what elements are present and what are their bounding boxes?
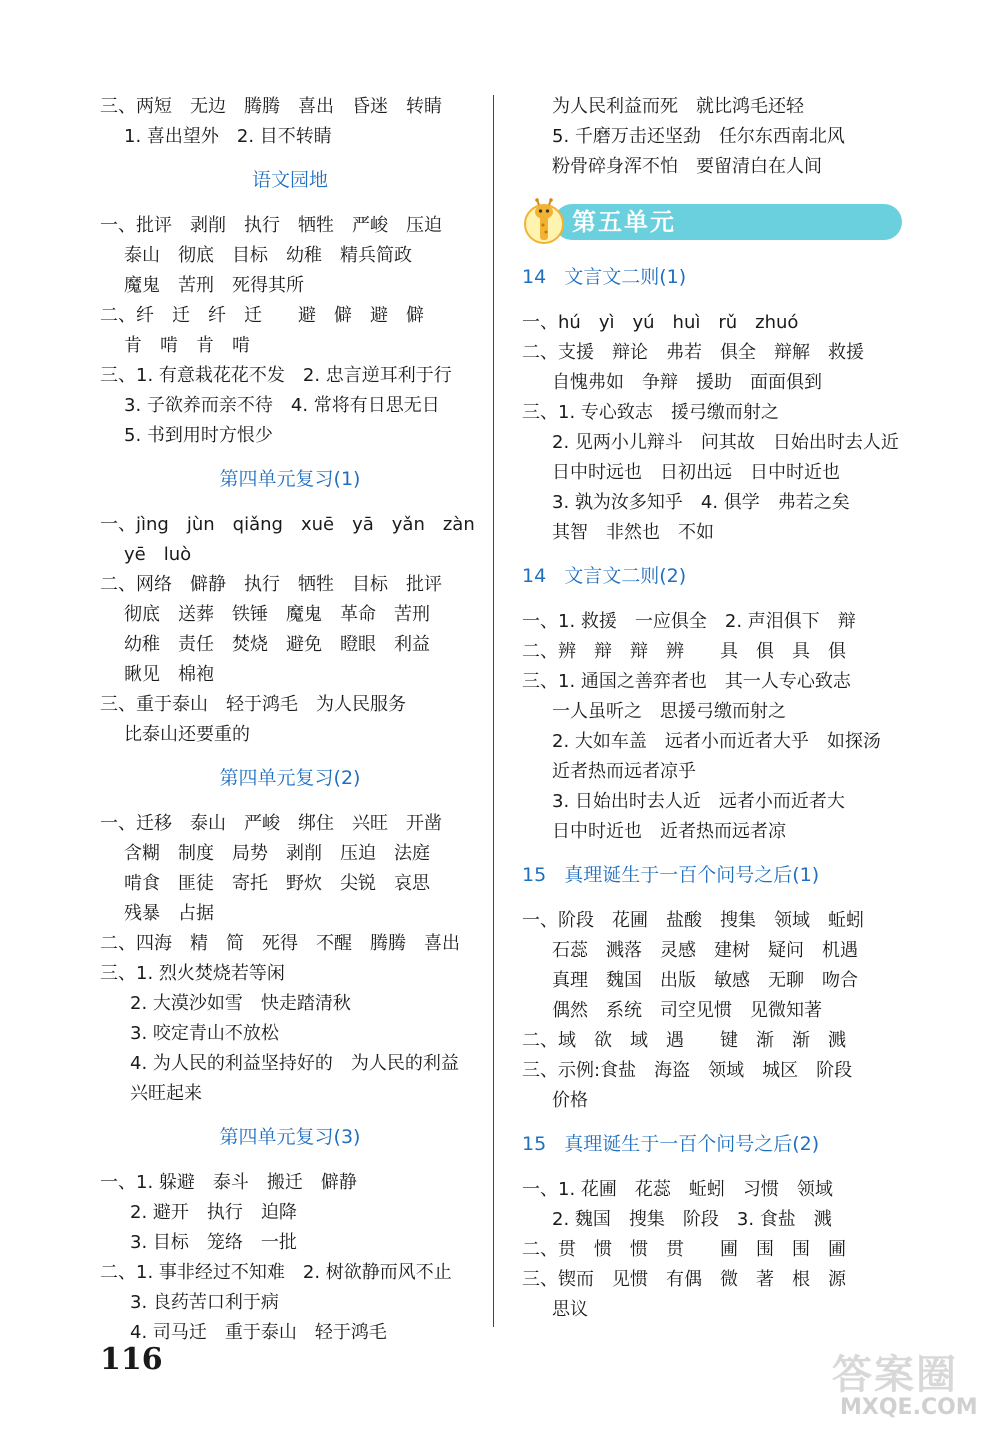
answer-line: 残暴 占据 [124, 903, 214, 924]
lesson-number: 15 [522, 864, 547, 886]
answer-block [522, 308, 922, 548]
answer-line: 三、1. 专心致志 援弓缴而射之 [522, 402, 779, 423]
answer-line: 肯 啃 肯 啃 [124, 335, 250, 356]
answer-block [100, 211, 480, 451]
answer-line: 一、1. 花圃 花蕊 蚯蚓 习惯 领域 [522, 1179, 833, 1200]
answer-line: 三、1. 烈火焚烧若等闲 [100, 963, 285, 984]
lesson-number: 15 [522, 1133, 547, 1155]
section-heading: 语文园地 [251, 169, 328, 191]
answer-line: 一、jìng jùn qiǎng xuē yā yǎn zàn [100, 514, 475, 535]
giraffe-icon [524, 198, 568, 246]
answer-line: 2. 大漠沙如雪 快走踏清秋 [130, 993, 351, 1014]
answer-line: 3. 咬定青山不放松 [130, 1023, 279, 1044]
answer-line: 幼稚 责任 焚烧 避免 瞪眼 利益 [124, 634, 430, 655]
answer-block [522, 607, 922, 847]
answer-line: 泰山 彻底 目标 幼稚 精兵简政 [124, 245, 412, 266]
answer-line: 三、1. 有意栽花花不发 2. 忠言逆耳利于行 [100, 365, 452, 386]
answer-line: 3. 目标 笼络 一批 [130, 1232, 297, 1253]
lesson-title: 文言文二则(2) [564, 565, 687, 587]
section-heading: 第四单元复习(1) [219, 468, 361, 490]
left-column [100, 92, 480, 1348]
section-heading: 第四单元复习(2) [219, 767, 361, 789]
answer-line: 二、1. 事非经过不知难 2. 树欲静而风不止 [100, 1262, 452, 1283]
answer-line: 3. 孰为汝多知乎 4. 俱学 弗若之矣 [552, 492, 850, 513]
answer-line: 偶然 系统 司空见惯 见微知著 [552, 1000, 822, 1021]
answer-line: 日中时远也 日初出远 日中时近也 [552, 462, 840, 483]
answer-line: 5. 书到用时方恨少 [124, 425, 273, 446]
section-heading [522, 260, 922, 294]
lesson-title: 真理诞生于一百个问号之后(2) [564, 1133, 820, 1155]
lesson-number: 14 [522, 565, 547, 587]
unit-banner [524, 198, 922, 246]
answer-line: 4. 司马迁 重于泰山 轻于鸿毛 [130, 1322, 387, 1343]
answer-line: 4. 为人民的利益坚持好的 为人民的利益 [130, 1053, 459, 1074]
answer-line: 二、辨 辩 辩 辨 具 俱 具 俱 [522, 641, 846, 662]
answer-line: 一、阶段 花圃 盐酸 搜集 领域 蚯蚓 [522, 910, 864, 931]
answer-line: 日中时近也 近者热而远者凉 [552, 821, 786, 842]
answer-line: 三、两短 无边 腾腾 喜出 昏迷 转睛 [100, 96, 442, 117]
answer-line: 一、1. 救援 一应俱全 2. 声泪俱下 辩 [522, 611, 856, 632]
answer-line: 其智 非然也 不如 [552, 522, 714, 543]
column-divider [493, 95, 494, 1327]
lesson-title: 文言文二则(1) [564, 266, 687, 288]
answer-line: yē luò [124, 544, 192, 565]
section-heading [522, 559, 922, 593]
answer-line: 自愧弗如 争辩 援助 面面俱到 [552, 372, 822, 393]
lesson-title: 真理诞生于一百个问号之后(1) [564, 864, 820, 886]
answer-line: 一、1. 躲避 泰斗 搬迁 僻静 [100, 1172, 357, 1193]
lesson-number: 14 [522, 266, 547, 288]
answer-block [100, 510, 480, 750]
answer-line: 二、网络 僻静 执行 牺牲 目标 批评 [100, 574, 442, 595]
answer-line: 一人虽听之 思援弓缴而射之 [552, 701, 786, 722]
watermark-url: MXQE.COM [840, 1395, 978, 1420]
answer-line: 2. 避开 执行 迫降 [130, 1202, 297, 1223]
answer-line: 2. 大如车盖 远者小而近者大乎 如探汤 [552, 731, 881, 752]
answer-block [522, 92, 922, 182]
answer-line: 3. 日始出时去人近 远者小而近者大 [552, 791, 845, 812]
answer-line: 三、重于泰山 轻于鸿毛 为人民服务 [100, 694, 406, 715]
answer-line: 思议 [552, 1299, 588, 1320]
answer-line: 三、锲而 见惯 有偶 微 著 根 源 [522, 1269, 846, 1290]
answer-line: 三、1. 通国之善弈者也 其一人专心致志 [522, 671, 851, 692]
answer-line: 含糊 制度 局势 剥削 压迫 法庭 [124, 843, 430, 864]
answer-line: 2. 魏国 搜集 阶段 3. 食盐 溅 [552, 1209, 832, 1230]
answer-line: 魔鬼 苦刑 死得其所 [124, 275, 304, 296]
answer-line: 兴旺起来 [130, 1083, 202, 1104]
answer-line: 3. 良药苦口利于病 [130, 1292, 279, 1313]
answer-line: 比泰山还要重的 [124, 724, 250, 745]
answer-block [522, 1175, 922, 1325]
answer-line: 二、域 欲 域 遇 键 渐 渐 溅 [522, 1030, 846, 1051]
answer-line: 二、纤 迁 纤 迁 避 僻 避 僻 [100, 305, 424, 326]
answer-line: 瞅见 棉袍 [124, 664, 214, 685]
answer-line: 5. 千磨万击还坚劲 任尔东西南北风 [552, 126, 845, 147]
answer-line: 石蕊 溅落 灵感 建树 疑问 机遇 [552, 940, 858, 961]
answer-block [100, 1168, 480, 1348]
section-heading [522, 1127, 922, 1161]
answer-line: 近者热而远者凉乎 [552, 761, 696, 782]
section-heading: 第四单元复习(3) [219, 1126, 361, 1148]
unit-title: 第五单元 [572, 208, 676, 236]
answer-line: 彻底 送葬 铁锤 魔鬼 革命 苦刑 [124, 604, 430, 625]
answer-line: 一、hú yì yú huì rǔ zhuó [522, 312, 799, 333]
answer-line: 真理 魏国 出版 敏感 无聊 吻合 [552, 970, 858, 991]
answer-block [100, 92, 480, 152]
section-heading [522, 858, 922, 892]
answer-line: 一、批评 剥削 执行 牺牲 严峻 压迫 [100, 215, 442, 236]
answer-line: 啃食 匪徒 寄托 野炊 尖锐 哀思 [124, 873, 430, 894]
answer-line: 一、迁移 泰山 严峻 绑住 兴旺 开凿 [100, 813, 442, 834]
answer-line: 3. 子欲养而亲不待 4. 常将有日思无日 [124, 395, 440, 416]
answer-line: 二、贯 惯 惯 贯 圃 围 围 圃 [522, 1239, 846, 1260]
watermark [832, 1343, 982, 1433]
watermark-logo-text: 答案圈 [832, 1352, 958, 1398]
answer-line: 为人民利益而死 就比鸿毛还轻 [552, 96, 804, 117]
answer-line: 价格 [552, 1090, 588, 1111]
answer-block [522, 906, 922, 1116]
answer-line: 粉骨碎身浑不怕 要留清白在人间 [552, 156, 822, 177]
page-number: 116 [100, 1342, 163, 1377]
answer-line: 二、四海 精 简 死得 不醒 腾腾 喜出 [100, 933, 460, 954]
answer-line: 2. 见两小儿辩斗 问其故 日始出时去人近 [552, 432, 899, 453]
answer-line: 三、示例:食盐 海盗 领域 城区 阶段 [522, 1060, 853, 1081]
right-column [522, 92, 922, 1325]
answer-block [100, 809, 480, 1109]
answer-line: 二、支援 辩论 弗若 俱全 辩解 救援 [522, 342, 864, 363]
answer-line: 1. 喜出望外 2. 目不转睛 [124, 126, 332, 147]
